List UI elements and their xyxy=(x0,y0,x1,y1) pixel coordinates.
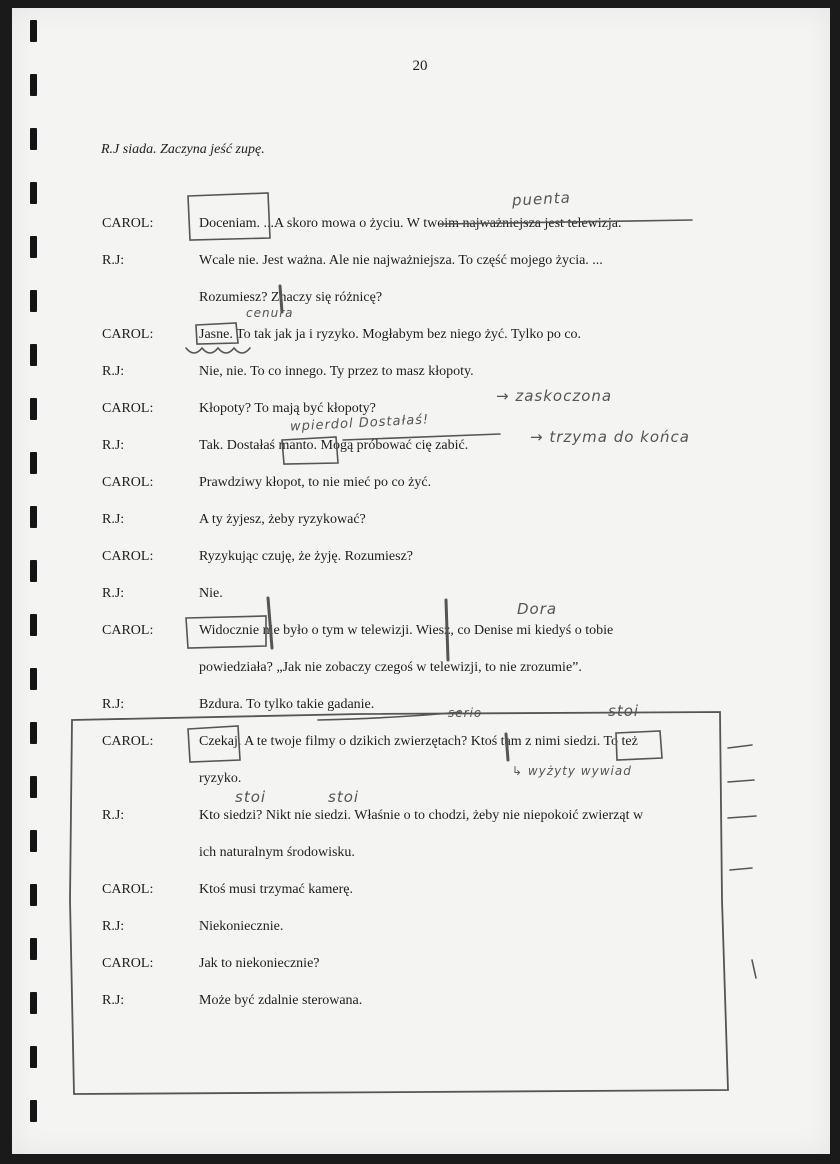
dialogue-line: Nie, nie. To co innego. Ty przez to masz kłopoty. xyxy=(199,364,474,379)
handwritten-note: ↳ wyżyty wywiad xyxy=(512,764,632,778)
bar-mark xyxy=(280,286,282,312)
dialogue-line: Doceniam. ...A skoro mowa o życiu. W twoim najważniejsza jest telewizja. xyxy=(199,216,622,231)
speaker-label: CAROL: xyxy=(102,882,154,897)
handwritten-note: → trzyma do końca xyxy=(530,428,690,446)
handwritten-note: puenta xyxy=(511,188,572,210)
dialogue-line: ryzyko. xyxy=(199,771,242,786)
dialogue-line: powiedziała? „Jak nie zobaczy czegoś w telewizji, to nie zrozumie”. xyxy=(199,660,582,675)
wave-mark xyxy=(186,348,250,353)
dialogue-line: ich naturalnym środowisku. xyxy=(199,845,355,860)
speaker-label: R.J: xyxy=(102,253,125,268)
speaker-label: CAROL: xyxy=(102,475,154,490)
dialogue-line: Może być zdalnie sterowana. xyxy=(199,993,363,1008)
dialogue-line: Tak. Dostałaś manto. Mogą próbować cię zabić. xyxy=(199,438,469,453)
dialogue-line: Jak to niekoniecznie? xyxy=(199,956,320,971)
dialogue-line: Rozumiesz? Znaczy się różnicę? xyxy=(199,290,383,305)
box-mark xyxy=(188,193,270,240)
speaker-label: CAROL: xyxy=(102,549,154,564)
handwritten-note: stoi xyxy=(328,788,360,806)
handwritten-note: cenura xyxy=(246,306,294,320)
underline-mark xyxy=(440,220,692,224)
page-number: 20 xyxy=(412,58,428,74)
box-mark xyxy=(188,726,240,762)
speaker-label: R.J: xyxy=(102,993,125,1008)
dialogue-line: Wcale nie. Jest ważna. Ale nie najważniejsza. To część mojego życia. ... xyxy=(199,253,603,268)
stage-direction: R.J siada. Zaczyna jeść zupę. xyxy=(101,142,265,157)
handwritten-note: serio xyxy=(448,706,483,720)
speaker-label: R.J: xyxy=(102,586,125,601)
dialogue-line: Kłopoty? To mają być kłopoty? xyxy=(199,401,376,416)
handwritten-note: stoi xyxy=(235,788,267,806)
speaker-label: R.J: xyxy=(102,808,125,823)
speaker-label: CAROL: xyxy=(102,623,154,638)
speaker-label: CAROL: xyxy=(102,734,154,749)
speaker-label: CAROL: xyxy=(102,401,154,416)
dialogue-line: Nie. xyxy=(199,586,223,601)
handwritten-note: → zaskoczona xyxy=(496,387,613,405)
underline-mark xyxy=(343,434,500,440)
box-mark xyxy=(616,731,662,760)
dialogue-line: Jasne. To tak jak ja i ryzyko. Mogłabym bez niego żyć. Tylko po co. xyxy=(199,327,582,342)
speaker-label: R.J: xyxy=(102,697,125,712)
dialogue-line: Ktoś musi trzymać kamerę. xyxy=(199,882,353,897)
speaker-label: R.J: xyxy=(102,438,125,453)
dialogue-line: Czekaj. A te twoje filmy o dzikich zwierzętach? Ktoś tam z nimi siedzi. To też xyxy=(199,734,638,749)
dialogue-line: Widocznie nie było o tym w telewizji. Wiesz, co Denise mi kiedyś o tobie xyxy=(199,623,614,638)
bar-mark xyxy=(446,600,448,660)
speaker-label: CAROL: xyxy=(102,956,154,971)
handwritten-note: Dora xyxy=(517,600,558,618)
speaker-label: R.J: xyxy=(102,364,125,379)
frame-mark xyxy=(70,712,728,1094)
speaker-label: CAROL: xyxy=(102,327,154,342)
bar-mark xyxy=(506,734,508,760)
handwritten-note: wpierdol Dostałaś! xyxy=(289,412,430,435)
box-mark xyxy=(196,323,238,344)
dialogue-line: Niekoniecznie. xyxy=(199,919,284,934)
dialogue-line: Bzdura. To tylko takie gadanie. xyxy=(199,697,375,712)
speaker-label: R.J: xyxy=(102,512,125,527)
dialogue-line: A ty żyjesz, żeby ryzykować? xyxy=(199,512,366,527)
dialogue-line: Ryzykując czuję, że żyję. Rozumiesz? xyxy=(199,549,414,564)
dialogue-line: Kto siedzi? Nikt nie siedzi. Właśnie o to chodzi, żeby nie niepokoić zwierząt w xyxy=(199,808,644,823)
handwritten-note: stoi xyxy=(608,702,640,720)
bar-mark xyxy=(268,598,272,648)
dialogue-line: Prawdziwy kłopot, to nie mieć po co żyć. xyxy=(199,475,432,490)
speaker-label: R.J: xyxy=(102,919,125,934)
speaker-label: CAROL: xyxy=(102,216,154,231)
box-mark xyxy=(186,616,266,648)
box-mark xyxy=(282,437,338,464)
